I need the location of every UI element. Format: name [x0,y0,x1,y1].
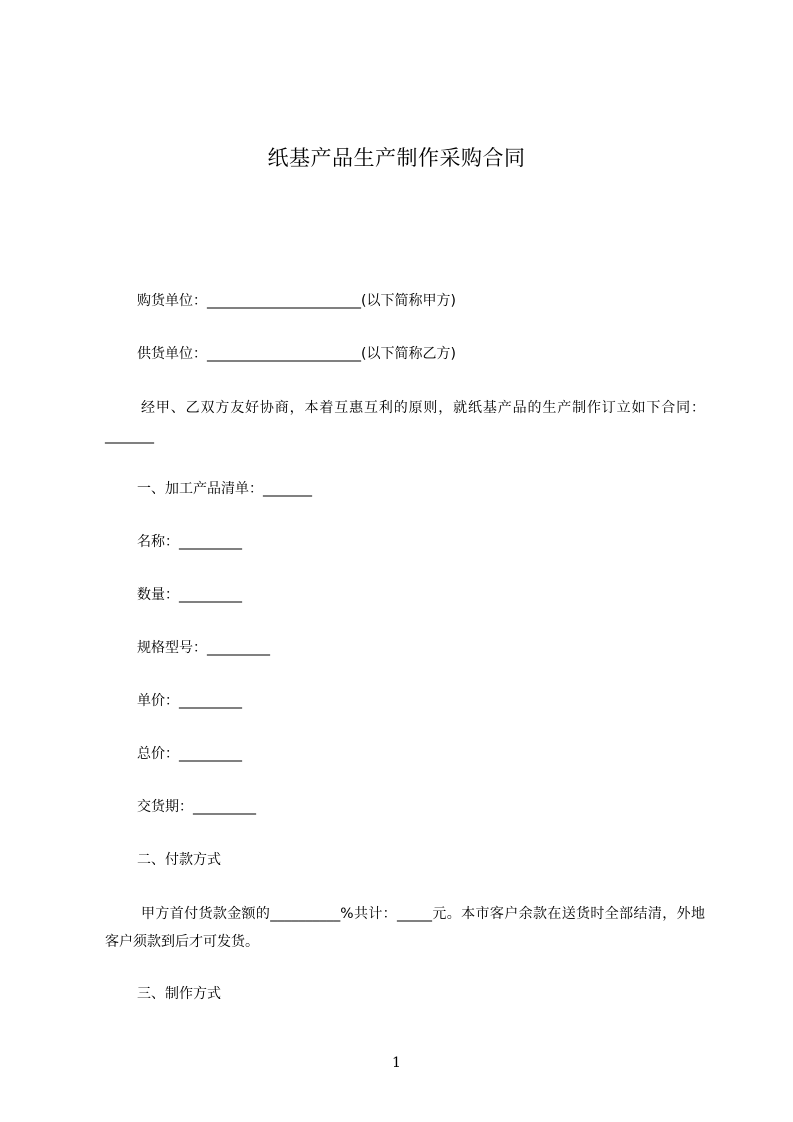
document-title: 纸基产品生产制作采购合同 [267,146,526,170]
intro-paragraph: 经甲、乙双方友好协商，本着互惠互利的原则，就纸基产品的生产制作订立如下合同：_______ [105,400,705,444]
delivery-field: 交货期：_________ [137,799,256,815]
quantity-field: 数量：_________ [137,587,242,603]
spec-field: 规格型号：_________ [137,640,270,656]
section2-heading: 二、付款方式 [137,852,221,868]
section1-heading: 一、加工产品清单：_______ [137,481,312,497]
name-field: 名称：_________ [137,534,242,550]
payment-paragraph: 甲方首付货款金额的__________%共计：_____元。本市客户余款在送货时全部结清，外地客户须款到后才可发货。 [105,906,705,950]
section3-heading: 三、制作方式 [137,986,221,1002]
unit-price-field: 单价：_________ [137,693,242,709]
supplier-line: 供货单位：______________________(以下简称乙方) [137,346,456,362]
total-price-field: 总价：_________ [137,746,242,762]
page-number: 1 [392,1055,401,1071]
buyer-line: 购货单位：______________________(以下简称甲方) [137,293,456,309]
